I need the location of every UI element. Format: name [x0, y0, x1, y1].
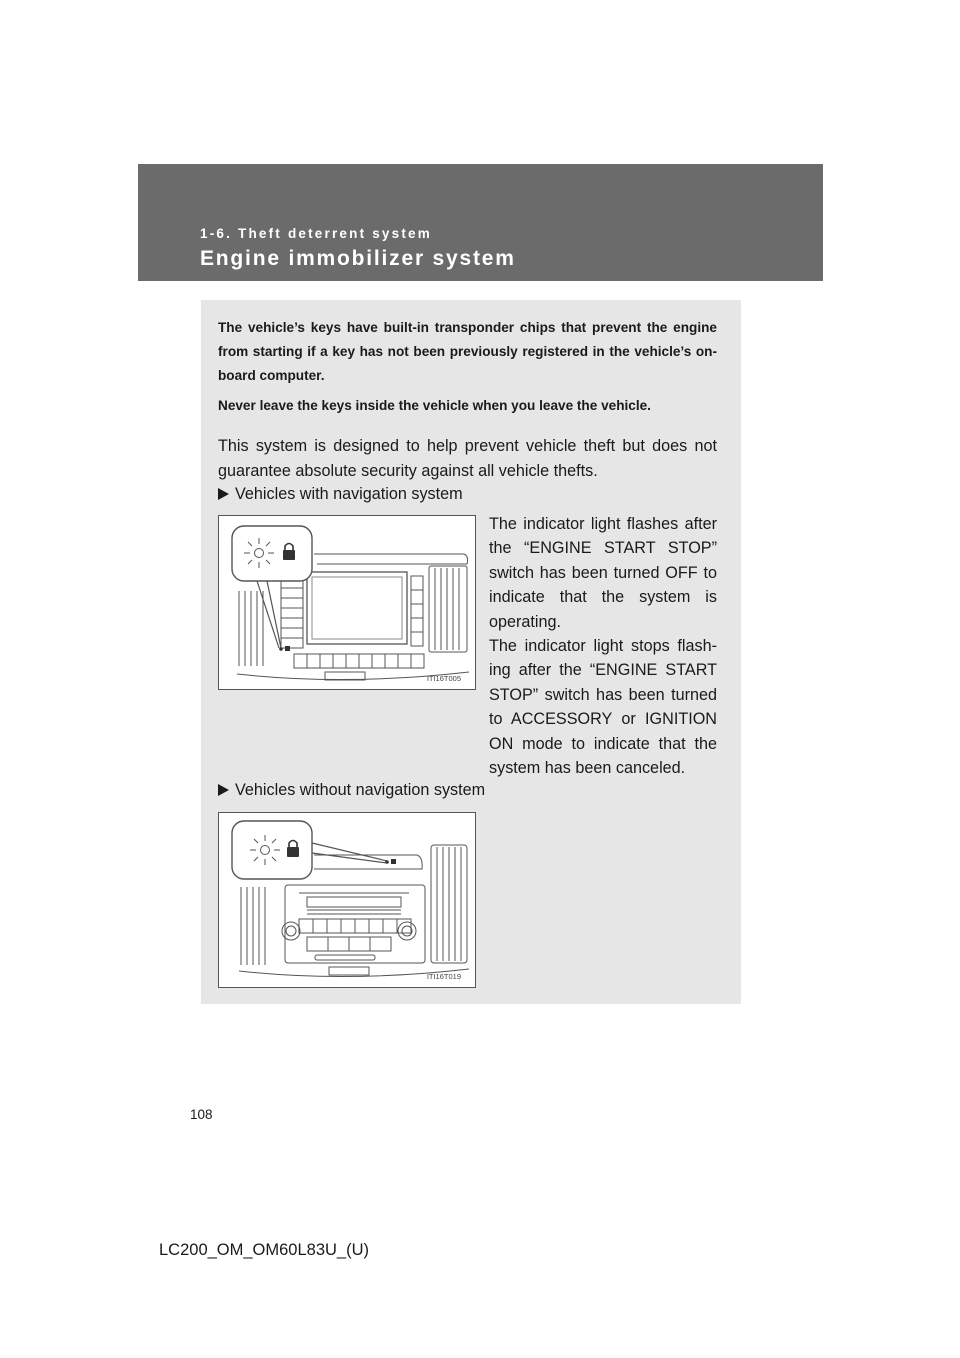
- content-panel: [201, 300, 741, 1004]
- warning-text: Never leave the keys inside the vehicle when you leave the vehicle.: [218, 398, 651, 413]
- navigation-dashboard-drawing: [219, 516, 475, 689]
- bullet-label: Vehicles with navigation system: [235, 485, 463, 503]
- figure-code: ITI16T019: [426, 972, 461, 981]
- figure-code: ITI16T005: [426, 674, 461, 683]
- page-number: 108: [190, 1107, 213, 1122]
- bullet-label: Vehicles without navigation system: [235, 781, 486, 799]
- intro-bold-text: The vehicle’s keys have built-in transponder chips that prevent the engine from starting if a key has not been previously registered in the vehicle’s on-board computer.: [218, 320, 717, 383]
- indicator-flashes-text: The indicator light flashes after the “ENGINE START STOP” switch has been turned OFF to indicate that the system is operating.: [489, 515, 717, 631]
- no-navigation-dashboard-drawing: [219, 813, 475, 987]
- document-code: LC200_OM_OM60L83U_(U): [159, 1241, 370, 1259]
- body-text: This system is designed to help prevent vehicle theft but does not guarantee absolute security against all vehicle thefts.: [218, 437, 717, 480]
- indicator-stops-text: The indicator light stops flash-ing after the “ENGINE START STOP” switch has been turned to ACCESSORY or IGNITION ON mode to indicate that the system has been canceled.: [489, 637, 717, 778]
- navigation-illustration: [218, 515, 476, 690]
- no-navigation-illustration: [218, 812, 476, 988]
- bullet-with-navigation: [218, 483, 463, 505]
- page-title: Engine immobilizer system: [200, 247, 516, 270]
- triangle-bullet-icon: [218, 488, 229, 500]
- section-label: 1-6. Theft deterrent system: [200, 226, 432, 241]
- bullet-without-navigation: [218, 779, 485, 801]
- triangle-bullet-icon: [218, 784, 229, 796]
- section-header-band: [138, 164, 823, 281]
